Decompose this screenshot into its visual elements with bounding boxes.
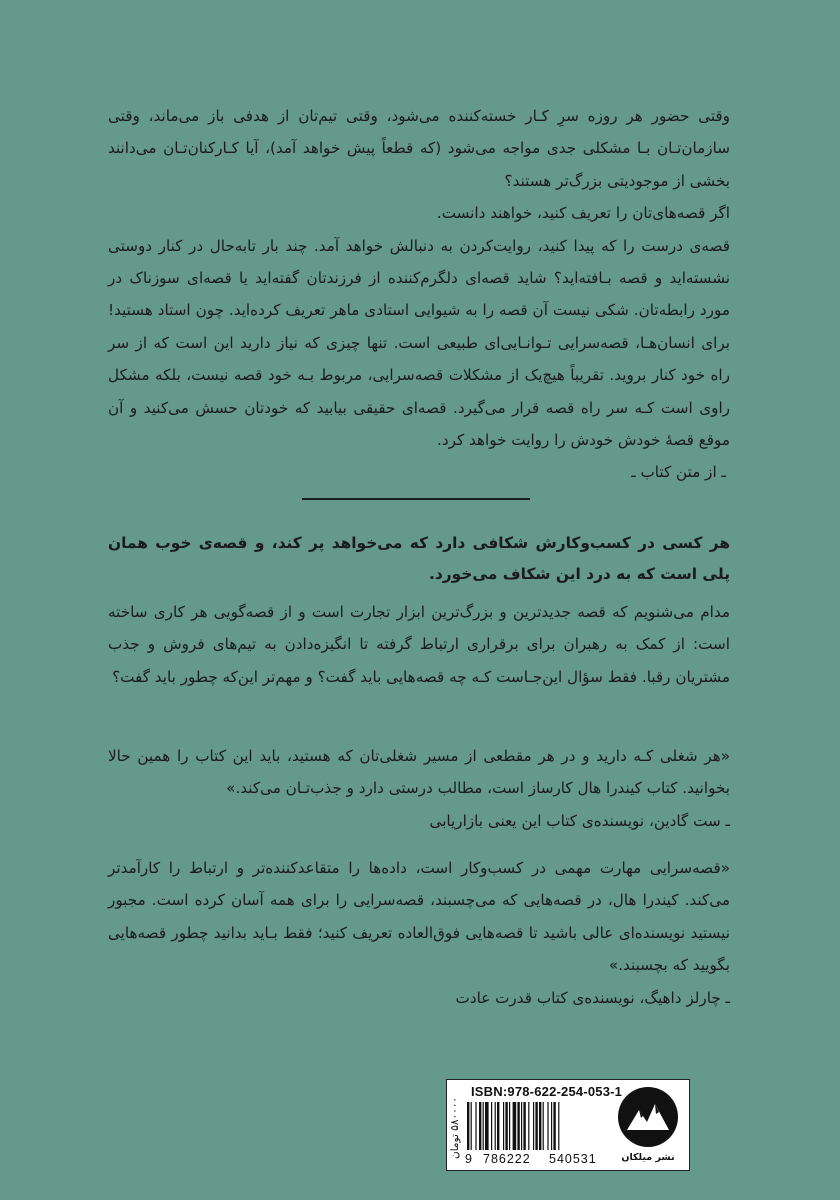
- barcode-bar: [497, 1102, 499, 1150]
- section-divider: [302, 498, 530, 500]
- barcode-bar: [543, 1102, 544, 1150]
- barcode-bar: [533, 1102, 534, 1150]
- publisher-name: نشر میلکان: [621, 1152, 675, 1163]
- barcode-bar: [479, 1102, 481, 1150]
- barcode-bar: [513, 1102, 517, 1150]
- barcode-box: [446, 1079, 690, 1171]
- barcode-bar: [483, 1102, 484, 1150]
- barcode-bar: [495, 1102, 496, 1150]
- barcode-bar: [517, 1102, 519, 1150]
- barcode-bar: [558, 1102, 559, 1150]
- blurb-quote: [108, 740, 730, 837]
- quote-author: ـ ست گادین، نویسنده‌ی کتاب این یعنی بازاریابی: [429, 811, 730, 830]
- barcode-bar: [491, 1102, 492, 1150]
- barcode-digit-first: 9: [465, 1152, 472, 1166]
- publisher-mountain-logo-icon: [617, 1084, 679, 1150]
- barcode-bar: [471, 1102, 472, 1150]
- quote-author: ـ چارلز داهیگ، نویسنده‌ی کتاب قدرت عادت: [455, 988, 730, 1007]
- barcode-bars: [465, 1102, 605, 1152]
- quote-text: «هر شغلی کـه دارید و در هر مقطعی از مسیر شغلی‌تان که هستید، باید این کتاب را همین حالا بخوانید. کتاب کیندرا هال کارساز است، مطالب درستی دارد و جذب‌تـان می‌کند.»: [108, 747, 730, 798]
- barcode-bar: [539, 1102, 541, 1150]
- barcode-digits-left: 786222: [483, 1152, 531, 1166]
- description-paragraph: مدام می‌شنویم که قصه جدیدترین و بزرگ‌ترین ابزار تجارت است و از قصه‌گویی هر کاری ساخته است: از کمک به رهبران برای برقراری ارتباط گرفته تا انگیزه‌دادن به تیم‌های فروش و جذب مشتریان رقبا. فقط سؤال این‌جـاست کـه چه قصه‌هایی باید گفت؟ و مهم‌تر این‌که چطور باید گفت؟: [108, 603, 730, 686]
- barcode-bar: [553, 1102, 555, 1150]
- barcode-bar: [505, 1102, 507, 1150]
- barcode-bar: [551, 1102, 552, 1150]
- excerpt-paragraph: اگر قصه‌های‌تان را تعریف کنید، خواهند دانست.: [436, 204, 730, 223]
- barcode-digits-right: 540531: [549, 1152, 597, 1166]
- book-description: [108, 596, 730, 693]
- back-cover-excerpt: [108, 100, 730, 489]
- barcode-bar: [485, 1102, 489, 1150]
- barcode-bar: [535, 1102, 537, 1150]
- barcode-bar: [503, 1102, 504, 1150]
- barcode-bar: [475, 1102, 476, 1150]
- excerpt-paragraph: وقتی حضور هر روزه سرِ کـار خسته‌کننده می‌شود، وقتی تیم‌تان از هدفی باز می‌ماند، وقتی سازمان‌تـان بـا مشکلی جدی مواجه می‌شود (که قطعاً پیش خواهد آمد)، آیا کـارکنان‌تـان می‌دانند بخشی از موجودیتی بزرگ‌تر هستند؟: [108, 107, 730, 190]
- quote-text: «قصه‌سرایی مهارت مهمی در کسب‌وکار است، داده‌ها را متقاعدکننده‌تر و ارتباط را کارآمدتر می‌کند. کیندرا هال، در قصه‌هایی که می‌چسبند، قصه‌سرایی را برای همه آسان کرده است. مجبور نیستید نویسنده‌ای عالی باشید تا قصه‌هایی فوق‌العاده تعریف کنید؛ فقط بـاید بدانید چطور قصه‌هایی بگویید که بچسبند.»: [108, 859, 730, 975]
- price-label: ۵۸۰۰۰۰ تومان: [449, 1096, 461, 1160]
- barcode-bar: [528, 1102, 529, 1150]
- isbn-label: ISBN:978-622-254-053-1: [471, 1084, 623, 1099]
- barcode-bar: [467, 1102, 469, 1150]
- blurb-quote: [108, 852, 730, 1014]
- tagline: هر کسی در کسب‌وکارش شکافی دارد که می‌خواهد پر کند، و قصه‌ی خوب همان پلی است که به درد این شکاف می‌خورد.: [108, 534, 730, 583]
- barcode-digits: [465, 1152, 605, 1168]
- excerpt-source: ـ از متن کتاب ـ: [631, 463, 726, 482]
- excerpt-paragraph: قصه‌ی درست را که پیدا کنید، روایت‌کردن به دنبالش خواهد آمد. چند بار تابه‌حال در کنار دوستی نشسته‌اید و قصه بـافته‌اید؟ شاید قصه‌ای دلگرم‌کننده از فرزندتان گفته‌اید یا قصه‌ای سوزناک در مورد رابطه‌تان. شکی نیست آن قصه را به شیوایی استادی ماهر تعریف کرده‌اید. چون استاد هستید! برای انسان‌هـا، قصه‌سرایی تـوانـایی‌ای طبیعی است. تنها چیزی که نیاز دارید این است که از سر راه خود کنار بروید. تقریباً هیچ‌یک از مشکلات قصه‌سرایی، مربوط بـه خود قصه نیست، بلکه مشکل راوی است کـه سر راه قصه قرار می‌گیرد. قصه‌ای حقیقی بیابید که خودتان حسش می‌کنید و آن موقع قصهٔ خودش خودش را روایت خواهد کرد.: [108, 236, 730, 450]
- barcode-bar: [523, 1102, 525, 1150]
- barcode-bar: [521, 1102, 522, 1150]
- barcode-bar: [547, 1102, 548, 1150]
- barcode-bar: [509, 1102, 510, 1150]
